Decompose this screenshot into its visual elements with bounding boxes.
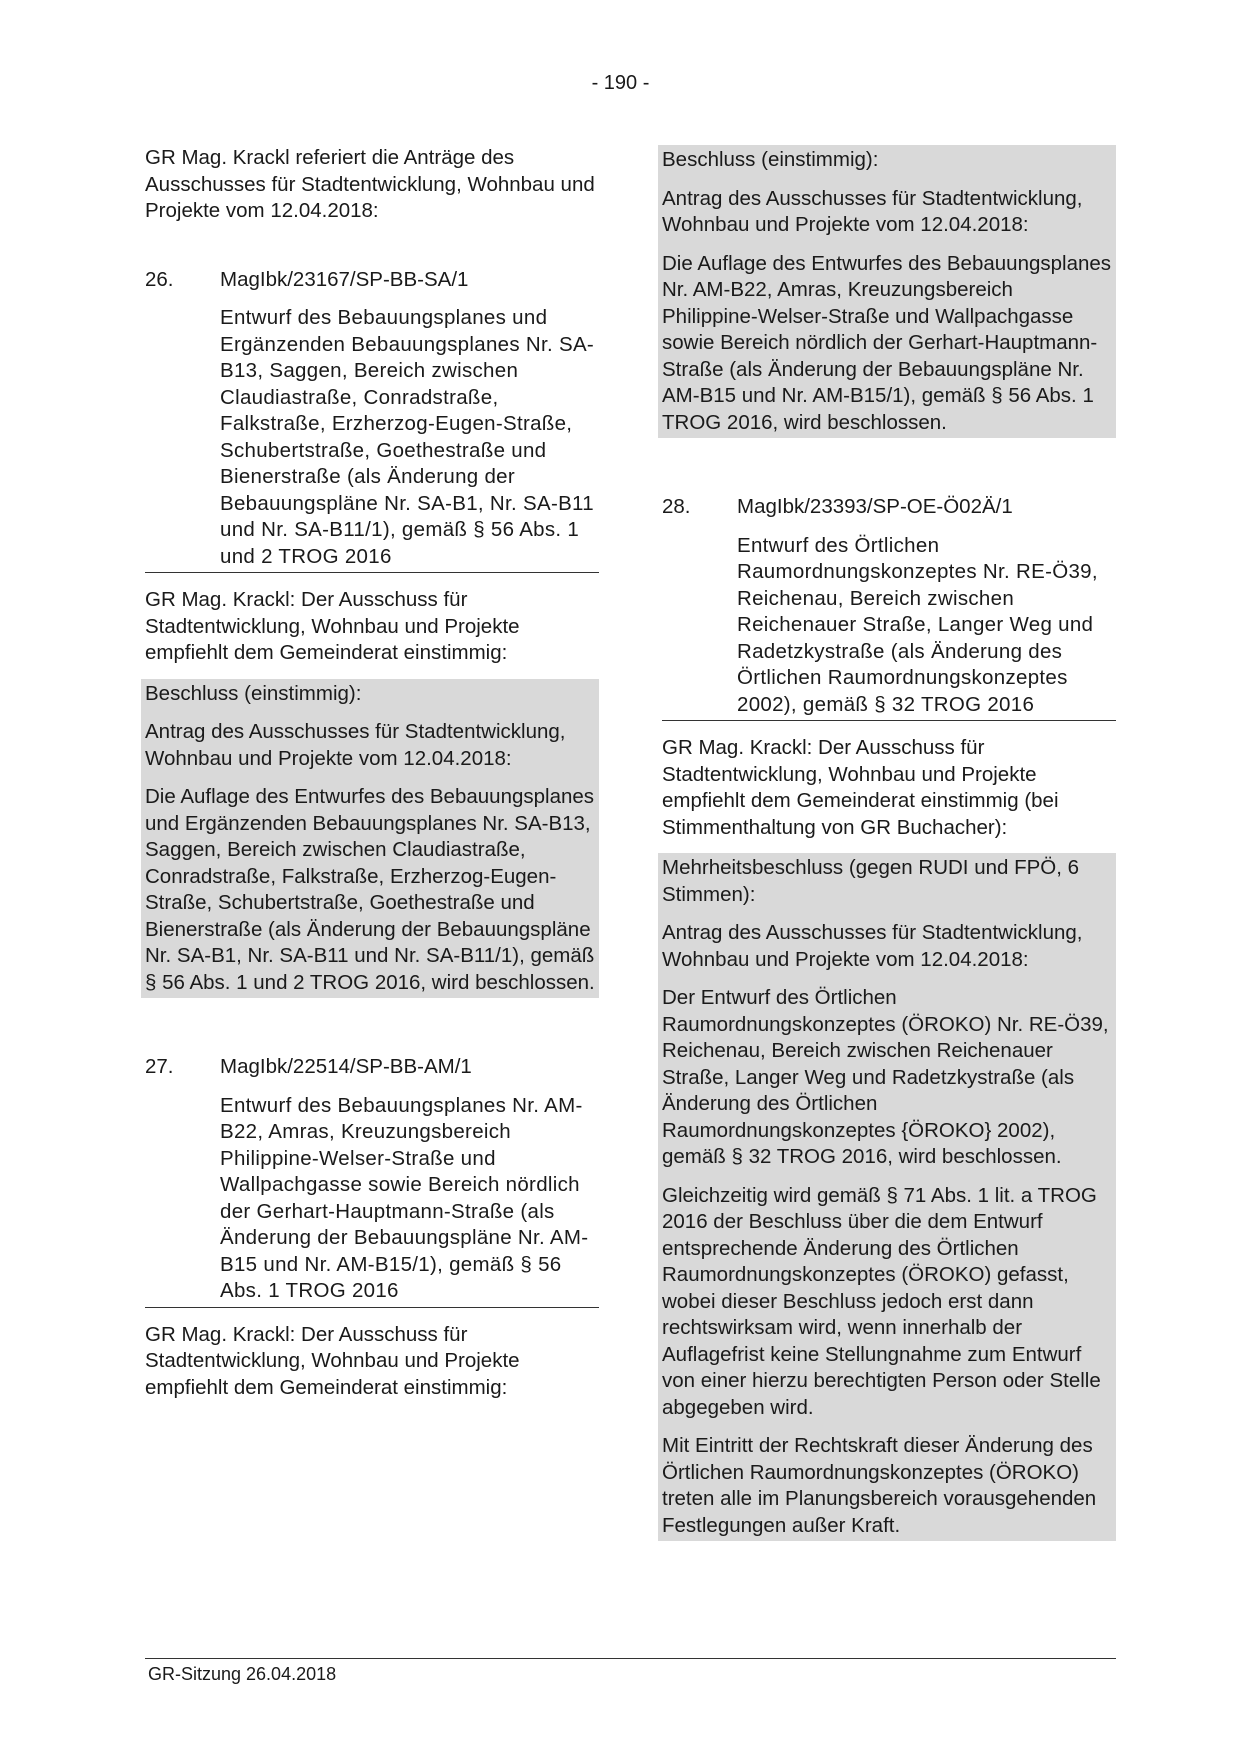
agenda-item-28-title-block [662,533,1116,722]
decision-box [658,145,1116,438]
right-column [662,145,1116,1553]
agenda-reference: MagIbk/23393/SP-OE-Ö02Ä/1 [737,495,1013,518]
agenda-title: Entwurf des Bebauungsplanes und Ergänzenden Bebauungsplanes Nr. SA-B13, Saggen, Bereich zwischen Claudiastraße, Conradstraße, Falkstraße, Erzherzog-Eugen-Straße, Schubertstraße, Goethestraße und Bienerstraße (als Änderung der Bebauungspläne Nr. SA-B1, Nr. SA-B11 und Nr. SA-B11/1), gemäß § 56 Abs. 1 und 2 TROG 2016 [220,306,595,568]
decision-body: Gleichzeitig wird gemäß § 71 Abs. 1 lit. a TROG 2016 der Beschluss über die dem Entwurf entsprechende Änderung des Örtlichen Raumordnungskonzeptes (ÖROKO) gefasst, wobei dieser Beschluss jedoch erst dann rechtswirksam wird, wenn innerhalb der Auflagefrist keine Stellungnahme zum Entwurf von einer hierzu berechtigten Person oder Stelle abgegeben wird. [662,1183,1101,1419]
decision-body: Der Entwurf des Örtlichen Raumordnungskonzeptes (ÖROKO) Nr. RE-Ö39, Reichenau, Bereich zwischen Reichenauer Straße, Langer Weg und Radetzkystraße (als Änderung des Örtlichen Raumordnungskonzeptes {ÖROKO} 2002), gemäß § 32 TROG 2016, wird beschlossen. [662,986,1109,1168]
agenda-title: Entwurf des Örtlichen Raumordnungskonzeptes Nr. RE-Ö39, Reichenau, Bereich zwischen Reichenauer Straße, Langer Weg und Radetzkystraße (als Änderung des Örtlichen Raumordnungskonzeptes 2002), gemäß § 32 TROG 2016 [737,533,1098,716]
agenda-number: 28. [662,495,691,518]
agenda-reference: MagIbk/22514/SP-BB-AM/1 [220,1055,472,1078]
decision-label: Beschluss (einstimmig): [662,148,879,171]
footer-divider [145,1658,1116,1659]
motion-label: Antrag des Ausschusses für Stadtentwicklung, Wohnbau und Projekte vom 12.04.2018: [662,186,1083,236]
page-number: - 190 - [591,72,650,94]
agenda-item-28-header [662,494,1116,521]
decision-label: Mehrheitsbeschluss (gegen RUDI und FPÖ, 6 Stimmen): [662,856,1080,906]
agenda-number: 26. [145,267,174,291]
decision-box [141,679,599,999]
decision-box [658,853,1116,1541]
agenda-item-27-title-block [145,1093,599,1308]
decision-body: Die Auflage des Entwurfes des Bebauungsplanes und Ergänzenden Bebauungsplanes Nr. SA-B13, Saggen, Bereich zwischen Claudiastraße, Conradstraße, Falkstraße, Erzherzog-Eugen-Straße, Schubertstraße, Goethestraße und Bienerstraße (als Änderung der Bebauungspläne Nr. SA-B1, Nr. SA-B11 und Nr. SA-B11/1), gemäß § 56 Abs. 1 und 2 TROG 2016, wird beschlossen. [145,785,595,994]
committee-statement: GR Mag. Krackl: Der Ausschuss für Stadtentwicklung, Wohnbau und Projekte empfiehlt dem Gemeinderat einstimmig: [145,588,520,664]
motion-label: Antrag des Ausschusses für Stadtentwicklung, Wohnbau und Projekte vom 12.04.2018: [145,720,566,770]
agenda-title: Entwurf des Bebauungsplanes Nr. AM-B22, Amras, Kreuzungsbereich Philippine-Welser-Straße und Wallpachgasse sowie Bereich nördlich der Gerhart-Hauptmann-Straße (als Änderung der Bebauungspläne Nr. AM-B15 und Nr. AM-B15/1), gemäß § 56 Abs. 1 TROG 2016 [220,1093,589,1302]
decision-body: Die Auflage des Entwurfes des Bebauungsplanes Nr. AM-B22, Amras, Kreuzungsbereich Philippine-Welser-Straße und Wallpachgasse sowie Bereich nördlich der Gerhart-Hauptmann-Straße (als Änderung der Bebauungspläne Nr. AM-B15 und Nr. AM-B15/1), gemäß § 56 Abs. 1 TROG 2016, wird beschlossen. [662,251,1112,434]
committee-statement: GR Mag. Krackl: Der Ausschuss für Stadtentwicklung, Wohnbau und Projekte empfiehlt dem Gemeinderat einstimmig (bei Stimmenthaltung von GR Buchacher): [662,736,1059,839]
motion-label: Antrag des Ausschusses für Stadtentwicklung, Wohnbau und Projekte vom 12.04.2018: [662,921,1083,971]
decision-label: Beschluss (einstimmig): [145,681,362,705]
committee-statement: GR Mag. Krackl: Der Ausschuss für Stadtentwicklung, Wohnbau und Projekte empfiehlt dem Gemeinderat einstimmig: [145,1322,520,1399]
agenda-number: 27. [145,1055,174,1078]
left-column [145,145,599,1413]
agenda-reference: MagIbk/23167/SP-BB-SA/1 [220,267,469,291]
decision-body: Mit Eintritt der Rechtskraft dieser Änderung des Örtlichen Raumordnungskonzeptes (ÖROKO) treten alle im Planungsbereich vorausgehenden Festlegungen außer Kraft. [662,1434,1097,1537]
agenda-item-26-title-block [145,305,599,573]
footer-session-date: GR-Sitzung 26.04.2018 [148,1664,337,1684]
intro-paragraph: GR Mag. Krackl referiert die Anträge des Ausschusses für Stadtentwicklung, Wohnbau und Projekte vom 12.04.2018: [145,146,595,222]
agenda-item-27-header [145,1054,599,1081]
agenda-item-26-header [145,267,599,294]
